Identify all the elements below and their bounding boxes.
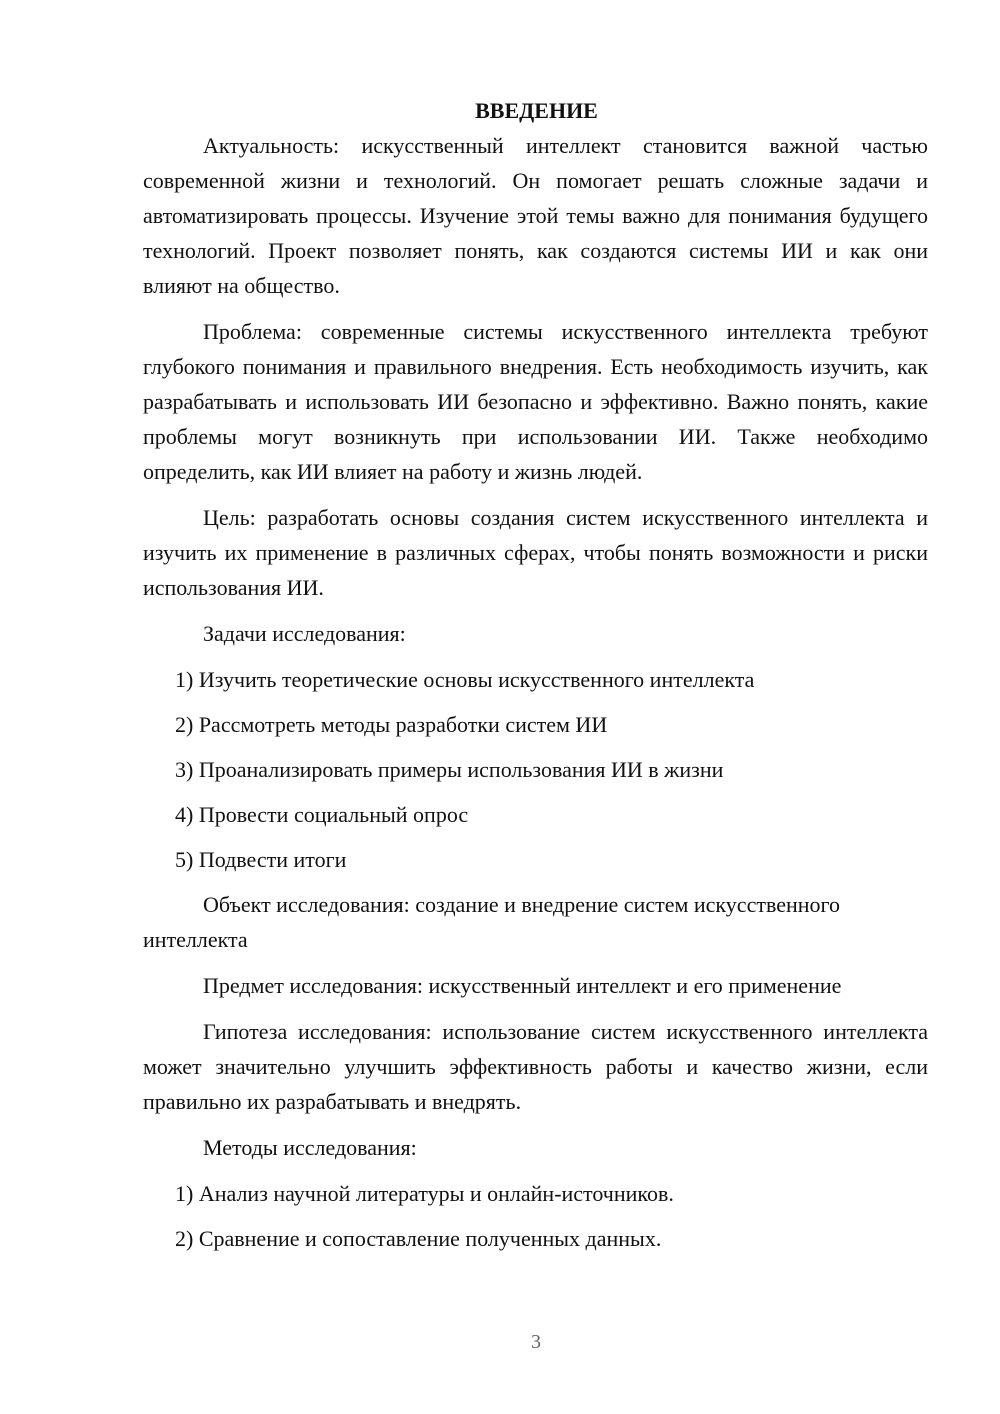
problem-paragraph: Проблема: современные системы искусственного интеллекта требуют глубокого понимания и правильного внедрения. Есть необходимость изучить, как разрабатывать и использовать ИИ безопасно и эффективно. Важно понять, какие проблемы могут возникнуть при использовании ИИ. Также необходимо определить, как ИИ влияет на работу и жизнь людей. — [143, 319, 928, 484]
goal-paragraph: Цель: разработать основы создания систем искусственного интеллекта и изучить их применение в различных сферах, чтобы понять возможности и риски использования ИИ. — [143, 505, 928, 600]
task-item-2: 2) Рассмотреть методы разработки систем ИИ — [175, 712, 608, 737]
tasks-heading: Задачи исследования: — [203, 621, 406, 646]
method-item-1: 1) Анализ научной литературы и онлайн-источников. — [175, 1181, 674, 1206]
method-item-2: 2) Сравнение и сопоставление полученных данных. — [175, 1226, 662, 1251]
relevance-paragraph: Актуальность: искусственный интеллект становится важной частью современной жизни и технологий. Он помогает решать сложные задачи и автоматизировать процессы. Изучение этой темы важно для понимания будущего технологий. Проект позволяет понять, как создаются системы ИИ и как они влияют на общество. — [143, 133, 928, 298]
hypothesis-paragraph: Гипотеза исследования: использование систем искусственного интеллекта может значительно улучшить эффективность работы и качество жизни, если правильно их разрабатывать и внедрять. — [143, 1019, 928, 1114]
task-item-1: 1) Изучить теоретические основы искусственного интеллекта — [175, 667, 755, 692]
section-title: ВВЕДЕНИЕ — [475, 98, 598, 123]
document-content — [143, 94, 928, 1266]
task-item-3: 3) Проанализировать примеры использования ИИ в жизни — [175, 757, 724, 782]
methods-heading: Методы исследования: — [203, 1135, 417, 1160]
page-number: 3 — [531, 1331, 541, 1353]
object-paragraph: Объект исследования: создание и внедрение систем искусственного интеллекта — [143, 892, 840, 952]
subject-paragraph: Предмет исследования: искусственный интеллект и его применение — [203, 973, 842, 998]
task-item-5: 5) Подвести итоги — [175, 847, 347, 872]
task-item-4: 4) Провести социальный опрос — [175, 802, 469, 827]
